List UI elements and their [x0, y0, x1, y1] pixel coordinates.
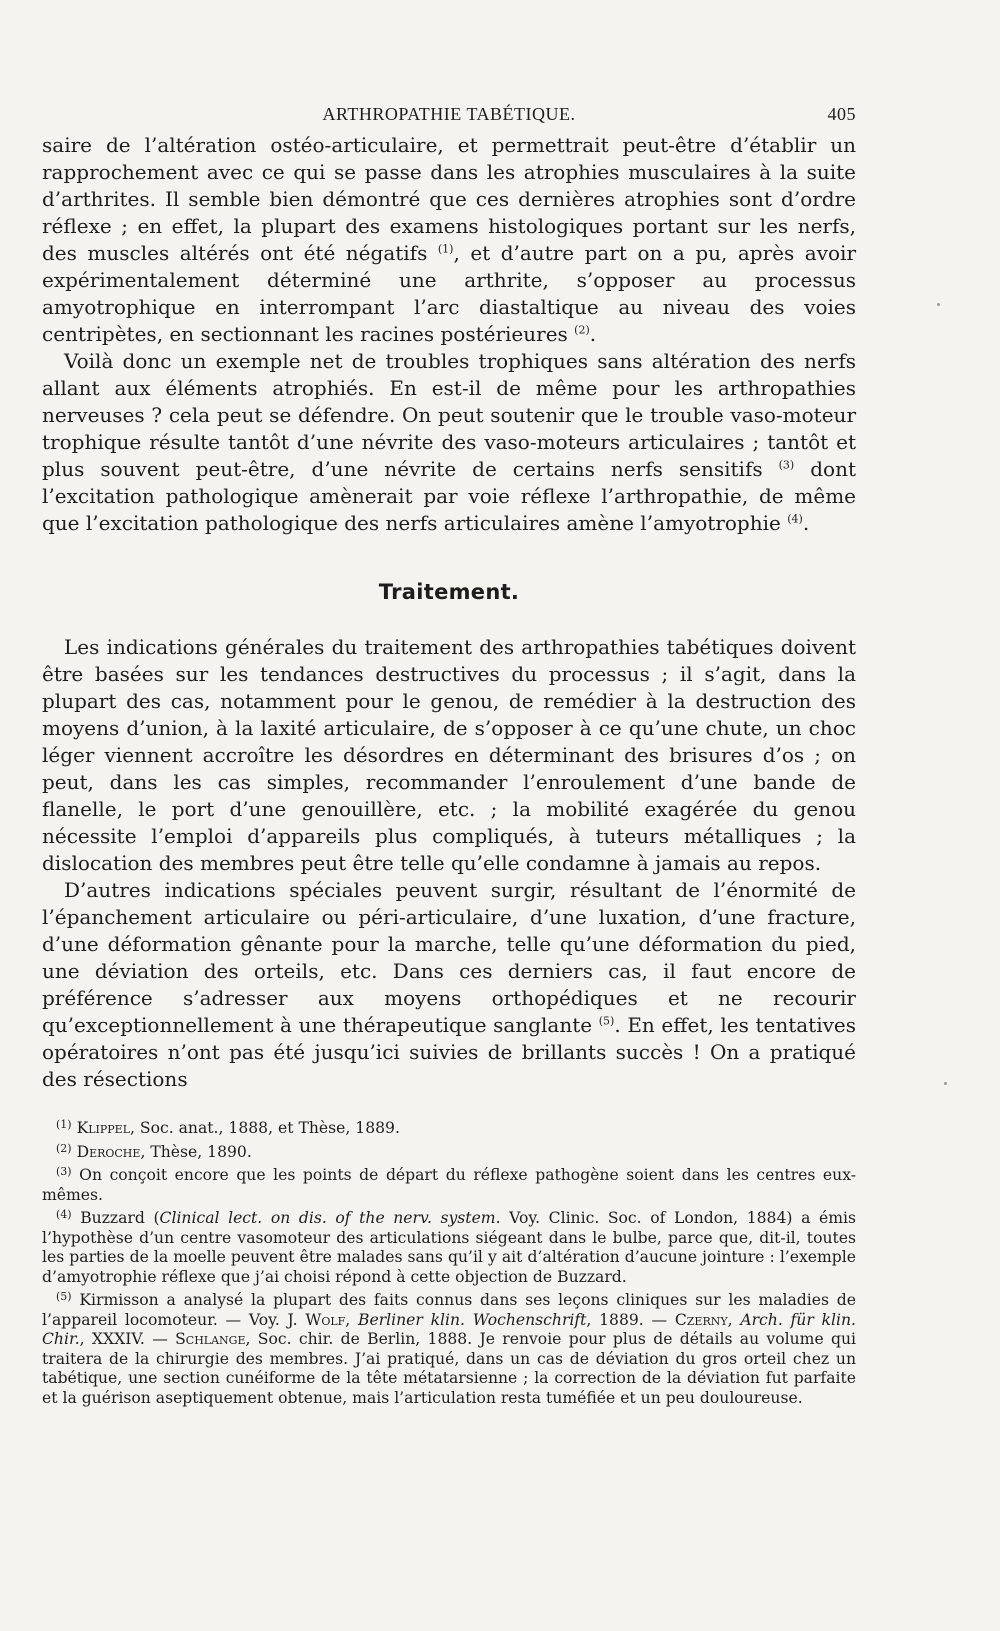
paragraph-text: .: [589, 322, 597, 346]
footnotes: [42, 1115, 856, 1408]
paper-speck: [937, 303, 940, 306]
footnote-text: On conçoit encore que les points de départ du réflexe pathogène soient dans les centres eux-mêmes.: [42, 1166, 856, 1204]
paragraph-text: Les indications générales du traitement des arthropathies tabétiques doivent être basées sur les tendances destructives du processus ; il s’agit, dans la plupart des cas, notamment pour le genou, de remédier à la destruction des moyens d’union, à la laxité articulaire, de s’opposer à ce qu’une chute, un choc léger viennent accroître les désordres en déterminant des brisures d’os ; on peut, dans les cas simples, recommander l’enroulement d’une bande de flanelle, le port d’une genouillère, etc. ; la mobilité exagérée du genou nécessite l’emploi d’appareils plus compliqués, à tuteurs métalliques ; la dislocation des membres peut être telle qu’elle condamne à jamais au repos.: [42, 635, 856, 875]
footnote-ref-4[interactable]: (4): [787, 512, 803, 526]
paragraph-voila: [42, 348, 856, 537]
paragraph-text: Voilà donc un exemple net de troubles trophiques sans altération des nerfs allant aux éléments atrophiés. En est-il de même pour les arthropathies nerveuses ? cela peut se défendre. On peut soutenir que le trouble vaso-moteur trophique résulte tantôt d’une névrite des vaso-moteurs articulaires ; tantôt et plus souvent peut-être, d’une névrite de certains nerfs sensitifs: [42, 349, 856, 481]
footnote-3: [42, 1162, 856, 1205]
paragraph-text: . En effet, les tentatives opératoires n’ont pas été jusqu’ici suivies de brillants succès ! On a pratiqué des résections: [42, 1013, 857, 1091]
footnote-number: (4): [56, 1208, 72, 1221]
running-title: ARTHROPATHIE TABÉTIQUE.: [322, 104, 576, 124]
footnote-number: (2): [56, 1141, 72, 1155]
footnote-text: ,: [345, 1310, 358, 1329]
footnote-5: [42, 1287, 856, 1408]
footnote-text: , 1889. —: [586, 1310, 675, 1329]
footnote-ref-1[interactable]: (1): [437, 242, 454, 256]
paragraph-indications: [42, 634, 856, 877]
footnote-author: Schlange: [175, 1330, 246, 1348]
footnote-ref-3[interactable]: (3): [778, 458, 795, 472]
footnote-text: Kirmisson a analysé la plupart des faits connus dans ses leçons cliniques sur les maladies de l’appareil locomoteur. — Voy. J.: [42, 1291, 856, 1329]
footnote-ref-5[interactable]: (5): [598, 1014, 615, 1028]
footnote-2: [42, 1139, 856, 1163]
footnote-text: Buzzard (: [80, 1209, 160, 1227]
paragraph-continuation: [42, 132, 856, 348]
running-head: [42, 98, 856, 132]
footnote-author: Deroche: [76, 1142, 141, 1161]
footnote-citation-title: Arch. für klin. Chir.: [42, 1310, 856, 1348]
body-text: [42, 132, 856, 1093]
footnote-1: [42, 1115, 856, 1139]
section-heading: Traitement.: [378, 580, 520, 604]
footnote-author: Wolf: [305, 1310, 346, 1329]
book-page: [42, 98, 856, 1408]
paper-speck: [944, 1082, 947, 1085]
footnote-ref-2[interactable]: (2): [574, 323, 590, 337]
footnote-text: , Thèse, 1890.: [140, 1142, 252, 1161]
paragraph-text: dont l’excitation pathologique amènerait par voie réflexe l’arthropathie, de même que l’excitation pathologique des nerfs articulaires amène l’amyotrophie: [42, 457, 856, 535]
paragraph-text: saire de l’altération ostéo-articulaire, et permettrait peut-être d’établir un rapprochement avec ce qui se passe dans les atrophies musculaires à la suite d’arthrites. Il semble bien démontré que ces dernières atrophies sont d’ordre réflexe ; en effet, la plupart des examens histologiques portant sur les nerfs, des muscles altérés ont été négatifs: [42, 133, 856, 265]
paragraph-text: , et d’autre part on a pu, après avoir expérimentalement déterminé une arthrite, s’opposer au processus amyotrophique en interrompant l’arc diastaltique au niveau des voies centripètes, en sectionnant les racines postérieures: [42, 241, 857, 346]
paragraph-text: D’autres indications spéciales peuvent surgir, résultant de l’énormité de l’épanchement articulaire ou péri-articulaire, d’une luxation, d’une fracture, d’une déformation gênante pour la marche, telle qu’une déformation du pied, une déviation des orteils, etc. Dans ces derniers cas, il faut encore de préférence s’adresser aux moyens orthopédiques et ne recourir qu’exceptionnellement à une thérapeutique sanglante: [42, 878, 856, 1037]
footnote-text: ,: [727, 1310, 741, 1329]
paragraph-text: .: [802, 511, 810, 535]
footnote-citation-title: Berliner klin. Wochenschrift: [358, 1310, 587, 1329]
footnote-number: (1): [56, 1118, 72, 1131]
page-number: 405: [827, 104, 856, 124]
footnote-text: . Voy. Clinic. Soc. of London, 1884) a émis l’hypothèse d’un centre vasomoteur des articulations siégeant dans le bulbe, parce que, dit-il, toutes les parties de la moelle peuvent être malades sans qu’il y ait d’altération d’aucune jointure : l’exemple d’amyotrophie réflexe que j’ai choisi répond à cette objection de Buzzard.: [42, 1209, 856, 1286]
footnote-text: , XXXIV. —: [79, 1330, 176, 1348]
footnote-number: (3): [56, 1165, 72, 1178]
footnote-4: [42, 1205, 856, 1287]
footnote-author: Czerny: [674, 1310, 728, 1329]
footnote-author: Klippel: [76, 1119, 130, 1137]
footnote-number: (5): [56, 1290, 72, 1303]
paragraph-autres-indications: [42, 877, 856, 1093]
footnote-text: , Soc. chir. de Berlin, 1888. Je renvoie pour plus de détails au volume qui traitera de la chirurgie des membres. J’ai pratiqué, dans un cas de déviation du gros orteil chez un tabétique, une section cunéiforme de la tête métatarsienne ; la correction de la déviation fut parfaite et la guérison aseptiquement obtenue, mais l’articulation resta tuméfiée et un peu douloureuse.: [42, 1330, 856, 1407]
footnote-citation-title: Clinical lect. on dis. of the nerv. system: [159, 1209, 496, 1227]
footnote-text: , Soc. anat., 1888, et Thèse, 1889.: [130, 1119, 400, 1137]
